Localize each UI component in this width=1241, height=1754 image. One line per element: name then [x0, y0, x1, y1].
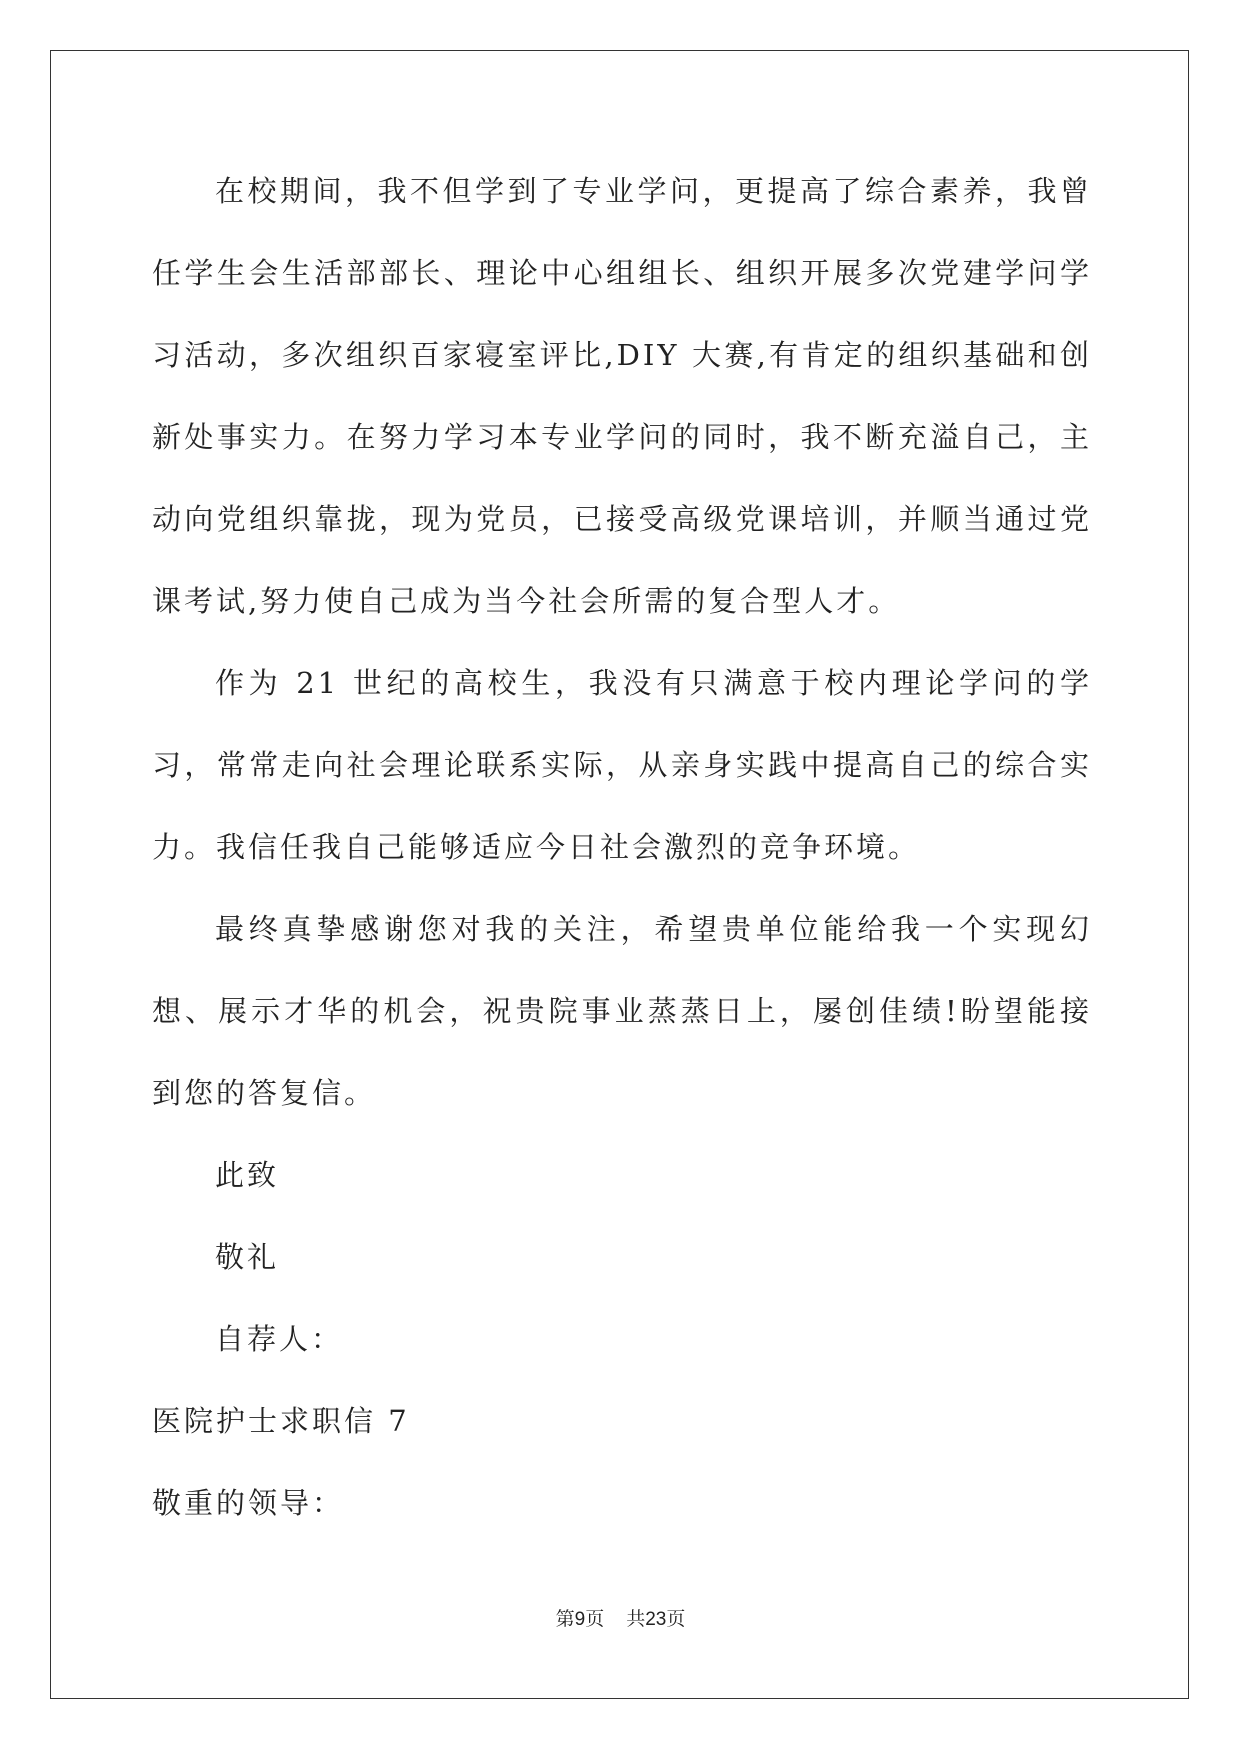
page-prefix: 第: [555, 1608, 575, 1630]
salute-text: 敬礼: [215, 1240, 280, 1274]
total-suffix: 页: [666, 1608, 686, 1630]
paragraph-social-practice: 作为 21 世纪的高校生，我没有只满意于校内理论学问的学习，常常走向社会理论联系实际，从亲身实践中提高自己的综合实力。我信任我自己能够适应今日社会激烈的竞争环境。: [152, 666, 1092, 864]
page-suffix: 页: [585, 1608, 605, 1630]
next-letter-title: 医院护士求职信 7: [152, 1404, 410, 1438]
page-current-number: 9: [574, 1609, 586, 1630]
page-total-number: 23: [645, 1609, 667, 1630]
page-footer: [0, 1604, 1241, 1631]
closing-text: 此致: [215, 1158, 280, 1192]
signature-label: 自荐人：: [215, 1322, 344, 1356]
next-letter-greeting: 敬重的领导：: [152, 1486, 345, 1520]
paragraph-thanks: 最终真挚感谢您对我的关注，希望贵单位能给我一个实现幻想、展示才华的机会，祝贵院事业蒸蒸日上，屡创佳绩!盼望能接到您的答复信。: [152, 912, 1092, 1110]
total-prefix: 共: [626, 1608, 646, 1630]
paragraph-campus-experience: 在校期间，我不但学到了专业学问，更提高了综合素养，我曾任学生会生活部部长、理论中心组组长、组织开展多次党建学问学习活动，多次组织百家寝室评比,DIY 大赛,有肯定的组织基础和创新处事实力。在努力学习本专业学问的同时，我不断充溢自己，主动向党组织靠拢，现为党员，已接受高级党课培训，并顺当通过党课考试,努力使自己成为当今社会所需的复合型人才。: [152, 174, 1092, 618]
letter-body: [152, 150, 1092, 1544]
